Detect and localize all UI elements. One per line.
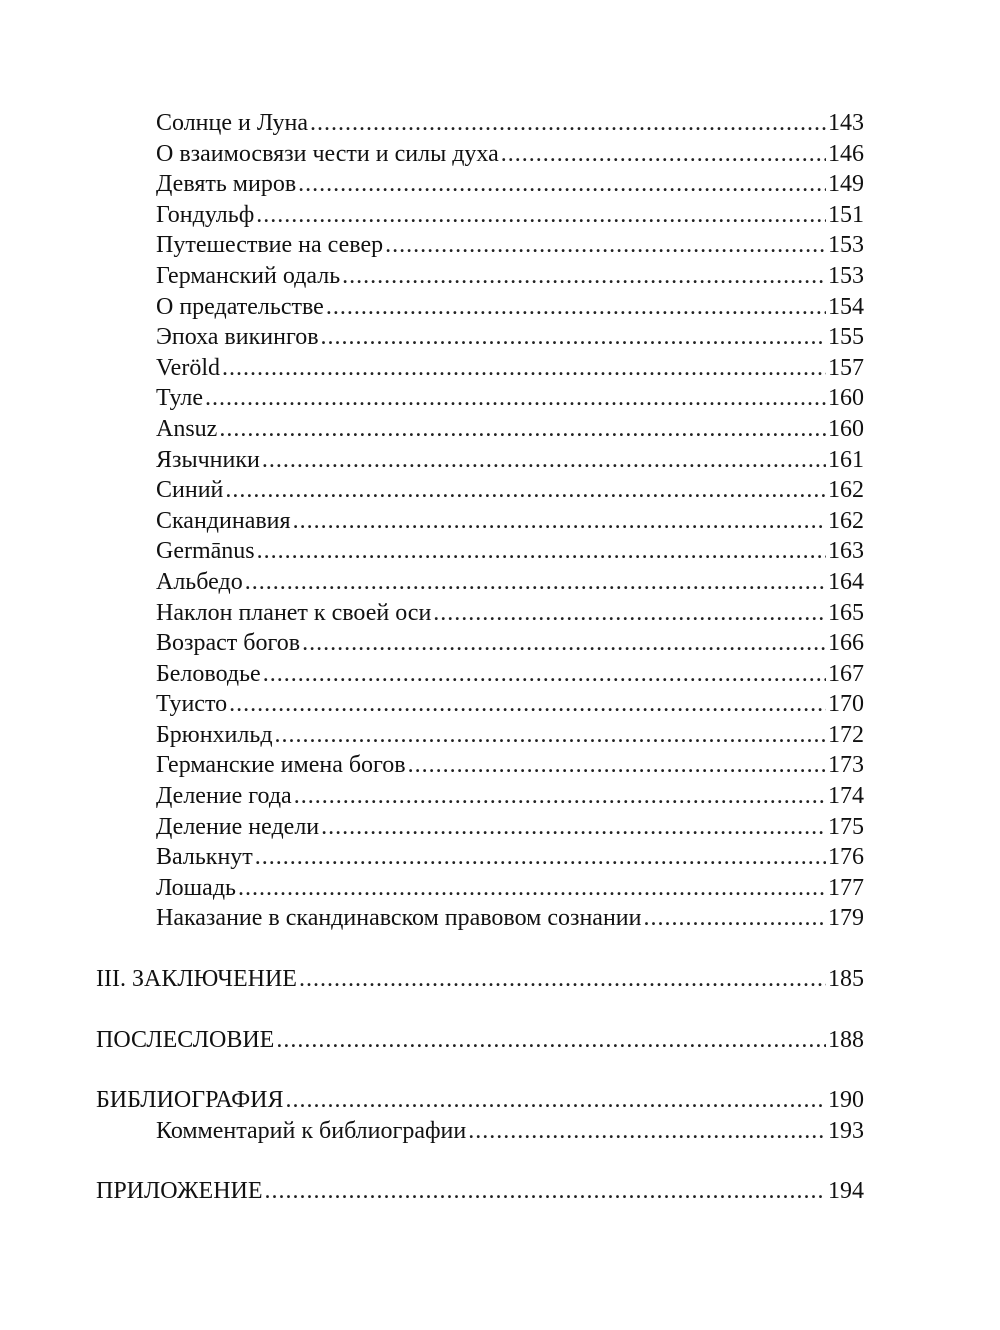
toc-entry-page: 153	[828, 232, 864, 259]
dot-leader	[468, 1116, 826, 1147]
toc-entry-page: 176	[828, 844, 864, 871]
toc-entry[interactable]	[96, 842, 864, 873]
toc-section-entry[interactable]	[96, 1025, 864, 1056]
toc-entry-page: 179	[828, 905, 864, 932]
toc-entry-title: ПОСЛЕСЛОВИЕ	[96, 1026, 275, 1053]
toc-entry-page: 194	[828, 1178, 864, 1205]
toc-entry-page: 193	[828, 1117, 864, 1144]
toc-entry[interactable]	[96, 414, 864, 445]
toc-entry-title: Ansuz	[156, 415, 218, 442]
toc-entry[interactable]	[96, 475, 864, 506]
toc-entry-page: 151	[828, 201, 864, 228]
toc-entry-title: Лошадь	[156, 874, 236, 901]
toc-entry-page: 160	[828, 415, 864, 442]
toc-entry[interactable]	[96, 261, 864, 292]
dot-leader	[294, 781, 826, 812]
toc-entry[interactable]	[96, 1116, 864, 1147]
toc-entry-page: 154	[828, 293, 864, 320]
toc-entry-page: 167	[828, 660, 864, 687]
dot-leader	[293, 506, 826, 537]
dot-leader	[245, 567, 826, 598]
toc-entry-page: 185	[828, 966, 864, 993]
toc-entry-title: III. ЗАКЛЮЧЕНИЕ	[96, 966, 297, 993]
toc-entry[interactable]	[96, 353, 864, 384]
toc-entry-title: О предательстве	[156, 293, 324, 320]
dot-leader	[408, 750, 826, 781]
toc-entry-page: 146	[828, 140, 864, 167]
dot-leader	[255, 842, 826, 873]
dot-leader	[299, 964, 826, 995]
toc-entry[interactable]	[96, 659, 864, 690]
toc-entry-title: О взаимосвязи чести и силы духа	[156, 140, 499, 167]
toc-section-entry[interactable]	[96, 964, 864, 995]
toc-entry-page: 175	[828, 813, 864, 840]
dot-leader	[219, 414, 826, 445]
dot-leader	[433, 598, 826, 629]
toc-entry-page: 157	[828, 354, 864, 381]
dot-leader	[276, 1025, 826, 1056]
dot-leader	[298, 169, 826, 200]
toc-entry-title: Туле	[156, 385, 204, 412]
toc-entry[interactable]	[96, 506, 864, 537]
toc-entry-page: 163	[828, 538, 864, 565]
toc-entry-page: 170	[828, 691, 864, 718]
toc-entry-title: Альбедо	[156, 568, 243, 595]
toc-entry-page: 164	[828, 568, 864, 595]
dot-leader	[302, 628, 826, 659]
toc-section-entry[interactable]	[96, 1176, 864, 1207]
dot-leader	[225, 475, 826, 506]
toc-entry-page: 190	[828, 1087, 864, 1114]
toc-entry-title: ПРИЛОЖЕНИЕ	[96, 1178, 263, 1205]
toc-entry[interactable]	[96, 628, 864, 659]
toc-entry[interactable]	[96, 200, 864, 231]
toc-entry[interactable]	[96, 322, 864, 353]
toc-entry-title: Наказание в скандинавском правовом сознании	[156, 905, 642, 932]
toc-entry-title: Туисто	[156, 691, 228, 718]
dot-leader	[262, 445, 826, 476]
dot-leader	[238, 873, 826, 904]
dot-leader	[222, 353, 826, 384]
toc-entry-page: 173	[828, 752, 864, 779]
toc-entry-page: 153	[828, 262, 864, 289]
dot-leader	[229, 689, 826, 720]
toc-entry[interactable]	[96, 292, 864, 323]
toc-entry-page: 174	[828, 783, 864, 810]
toc-entry-page: 160	[828, 385, 864, 412]
toc-entry-page: 161	[828, 446, 864, 473]
toc-entry-page: 155	[828, 324, 864, 351]
dot-leader	[257, 536, 826, 567]
toc-entry-title: Германские имена богов	[156, 752, 406, 779]
toc-entry-page: 188	[828, 1026, 864, 1053]
dot-leader	[501, 139, 826, 170]
dot-leader	[310, 108, 826, 139]
toc-entry-page: 149	[828, 171, 864, 198]
toc-entry-title: Путешествие на север	[156, 232, 384, 259]
toc-entry-title: Беловодье	[156, 660, 261, 687]
toc-entry[interactable]	[96, 750, 864, 781]
toc-entry-title: Наклон планет к своей оси	[156, 599, 432, 626]
toc-entry-title: Германский одаль	[156, 262, 341, 289]
toc-entry-page: 177	[828, 874, 864, 901]
toc-entry-title: Скандинавия	[156, 507, 291, 534]
toc-entry-title: Язычники	[156, 446, 260, 473]
toc-entry-title: БИБЛИОГРАФИЯ	[96, 1087, 284, 1114]
toc-entry[interactable]	[96, 169, 864, 200]
toc-entry-title: Гондульф	[156, 201, 255, 228]
toc-entry-page: 143	[828, 110, 864, 136]
toc-entry[interactable]	[96, 445, 864, 476]
toc-entry[interactable]	[96, 873, 864, 904]
dot-leader	[286, 1085, 826, 1116]
toc-entry-title: Germānus	[156, 538, 255, 565]
dot-leader	[265, 1176, 826, 1207]
toc-entry[interactable]	[96, 383, 864, 414]
toc-entry[interactable]	[96, 230, 864, 261]
dot-leader	[263, 659, 826, 690]
toc-entry[interactable]	[96, 139, 864, 170]
toc-entry[interactable]	[96, 812, 864, 843]
toc-entry-title: Деление года	[156, 783, 292, 810]
toc-entry-title: Девять миров	[156, 171, 297, 198]
table-of-contents	[96, 108, 864, 1207]
dot-leader	[321, 322, 826, 353]
toc-entry-title: Veröld	[156, 354, 220, 381]
dot-leader	[385, 230, 826, 261]
toc-entry-page: 162	[828, 477, 864, 504]
toc-entry[interactable]	[96, 781, 864, 812]
toc-entry-title: Синий	[156, 477, 224, 504]
dot-leader	[256, 200, 826, 231]
toc-entry[interactable]	[96, 903, 864, 934]
toc-entry-title: Деление недели	[156, 813, 320, 840]
toc-entry[interactable]	[96, 567, 864, 598]
dot-leader	[342, 261, 826, 292]
toc-entry-title: Валькнут	[156, 844, 253, 871]
toc-entry-title: Возраст богов	[156, 630, 301, 657]
dot-leader	[326, 292, 826, 323]
toc-entry-page: 165	[828, 599, 864, 626]
toc-entry[interactable]	[96, 536, 864, 567]
dot-leader	[643, 903, 826, 934]
toc-entry-title: Эпоха викингов	[156, 324, 319, 351]
toc-entry-title: Брюнхильд	[156, 721, 273, 748]
toc-entry[interactable]	[96, 598, 864, 629]
toc-entry-title: Комментарий к библиографии	[156, 1117, 467, 1144]
toc-entry[interactable]	[96, 720, 864, 751]
toc-entry-title: Солнце и Луна	[156, 110, 309, 136]
dot-leader	[321, 812, 826, 843]
toc-entry[interactable]	[96, 689, 864, 720]
toc-entry-page: 162	[828, 507, 864, 534]
toc-section-entry[interactable]	[96, 1085, 864, 1116]
toc-entry[interactable]	[96, 108, 864, 139]
toc-entry-page: 172	[828, 721, 864, 748]
dot-leader	[205, 383, 826, 414]
toc-entry-page: 166	[828, 630, 864, 657]
dot-leader	[275, 720, 826, 751]
